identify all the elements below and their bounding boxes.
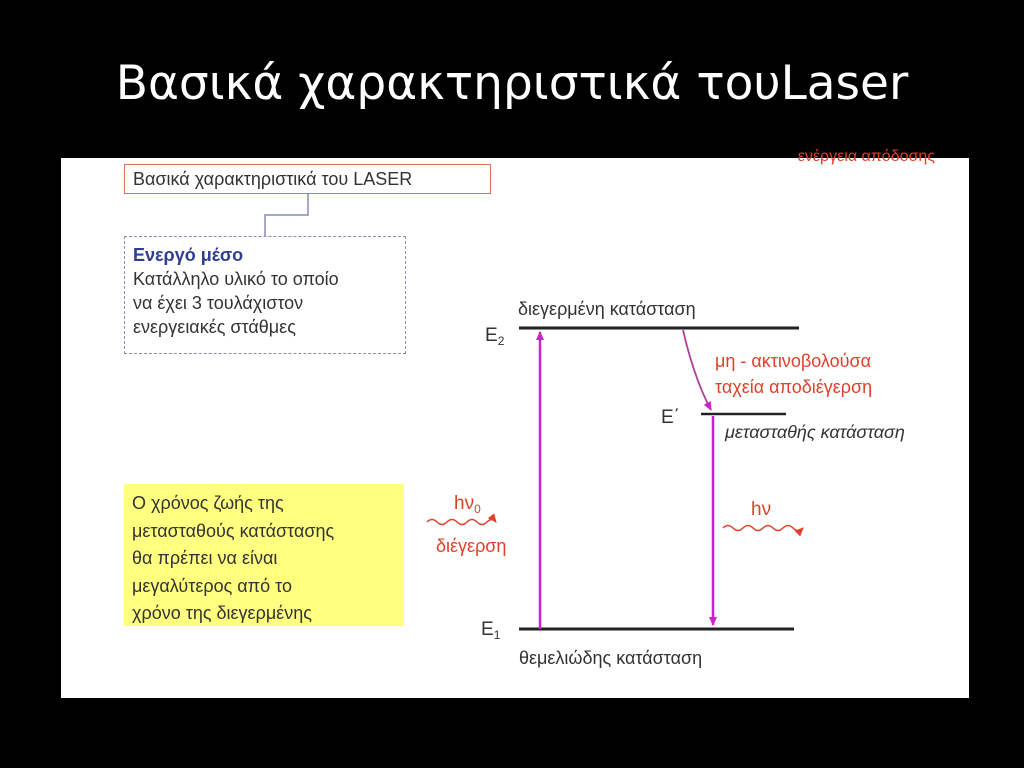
clipped-header-text: ενέργεια απόδοσης xyxy=(797,148,935,165)
level-e1-label: θεμελιώδης κατάσταση xyxy=(519,648,703,668)
lifetime-note-line: Ο χρόνος ζωής της xyxy=(132,493,284,513)
level-e1-symbol-text: E xyxy=(481,619,494,640)
excitation-photon-text: hν xyxy=(454,493,475,514)
active-medium-line: να έχει 3 τουλάχιστον xyxy=(133,293,304,313)
relaxation-arrow xyxy=(683,330,711,410)
incoming-photon-wave xyxy=(427,520,496,525)
level-e2-subscript: 2 xyxy=(497,334,505,348)
level-e2-label: διεγερμένη κατάσταση xyxy=(518,299,696,319)
active-medium-line: ενεργειακές στάθμες xyxy=(133,317,296,337)
lifetime-note-line: μετασταθούς κατάστασης xyxy=(132,520,335,541)
active-medium-line: Κατάλληλο υλικό το οποίο xyxy=(133,269,339,289)
relaxation-label-line1: μη - ακτινοβολούσα xyxy=(715,351,872,371)
lifetime-note-box xyxy=(124,484,404,626)
connector-line xyxy=(265,194,308,236)
energy-diagram-figure xyxy=(61,148,969,698)
lifetime-note-line: θα πρέπει να είναι xyxy=(132,548,278,568)
lifetime-note-line: μεγαλύτερος από το xyxy=(132,575,292,596)
active-medium-box xyxy=(124,236,406,354)
slide-title: Βασικά χαρακτηριστικά τουLaser xyxy=(115,56,909,111)
diagram-title-box: Βασικά χαρακτηριστικά του LASER xyxy=(124,164,491,194)
level-metastable-symbol: E΄ xyxy=(661,407,680,428)
lifetime-note-line: χρόνο της διεγερμένης xyxy=(132,603,312,623)
level-metastable-label: μετασταθής κατάσταση xyxy=(725,422,905,442)
relaxation-label-line2: ταχεία αποδιέγερση xyxy=(715,377,873,397)
excitation-photon-label xyxy=(454,494,481,515)
level-e2-symbol-text: E xyxy=(485,325,498,346)
excitation-label: διέγερση xyxy=(436,536,507,556)
level-e1-subscript: 1 xyxy=(493,628,501,642)
level-e1-symbol xyxy=(481,620,500,641)
active-medium-heading: Ενεργό μέσο xyxy=(133,245,244,265)
excitation-photon-subscript: 0 xyxy=(474,502,481,516)
outgoing-photon-wave xyxy=(723,526,803,531)
emission-photon-label: hν xyxy=(751,499,772,520)
level-e2-symbol xyxy=(485,326,504,347)
